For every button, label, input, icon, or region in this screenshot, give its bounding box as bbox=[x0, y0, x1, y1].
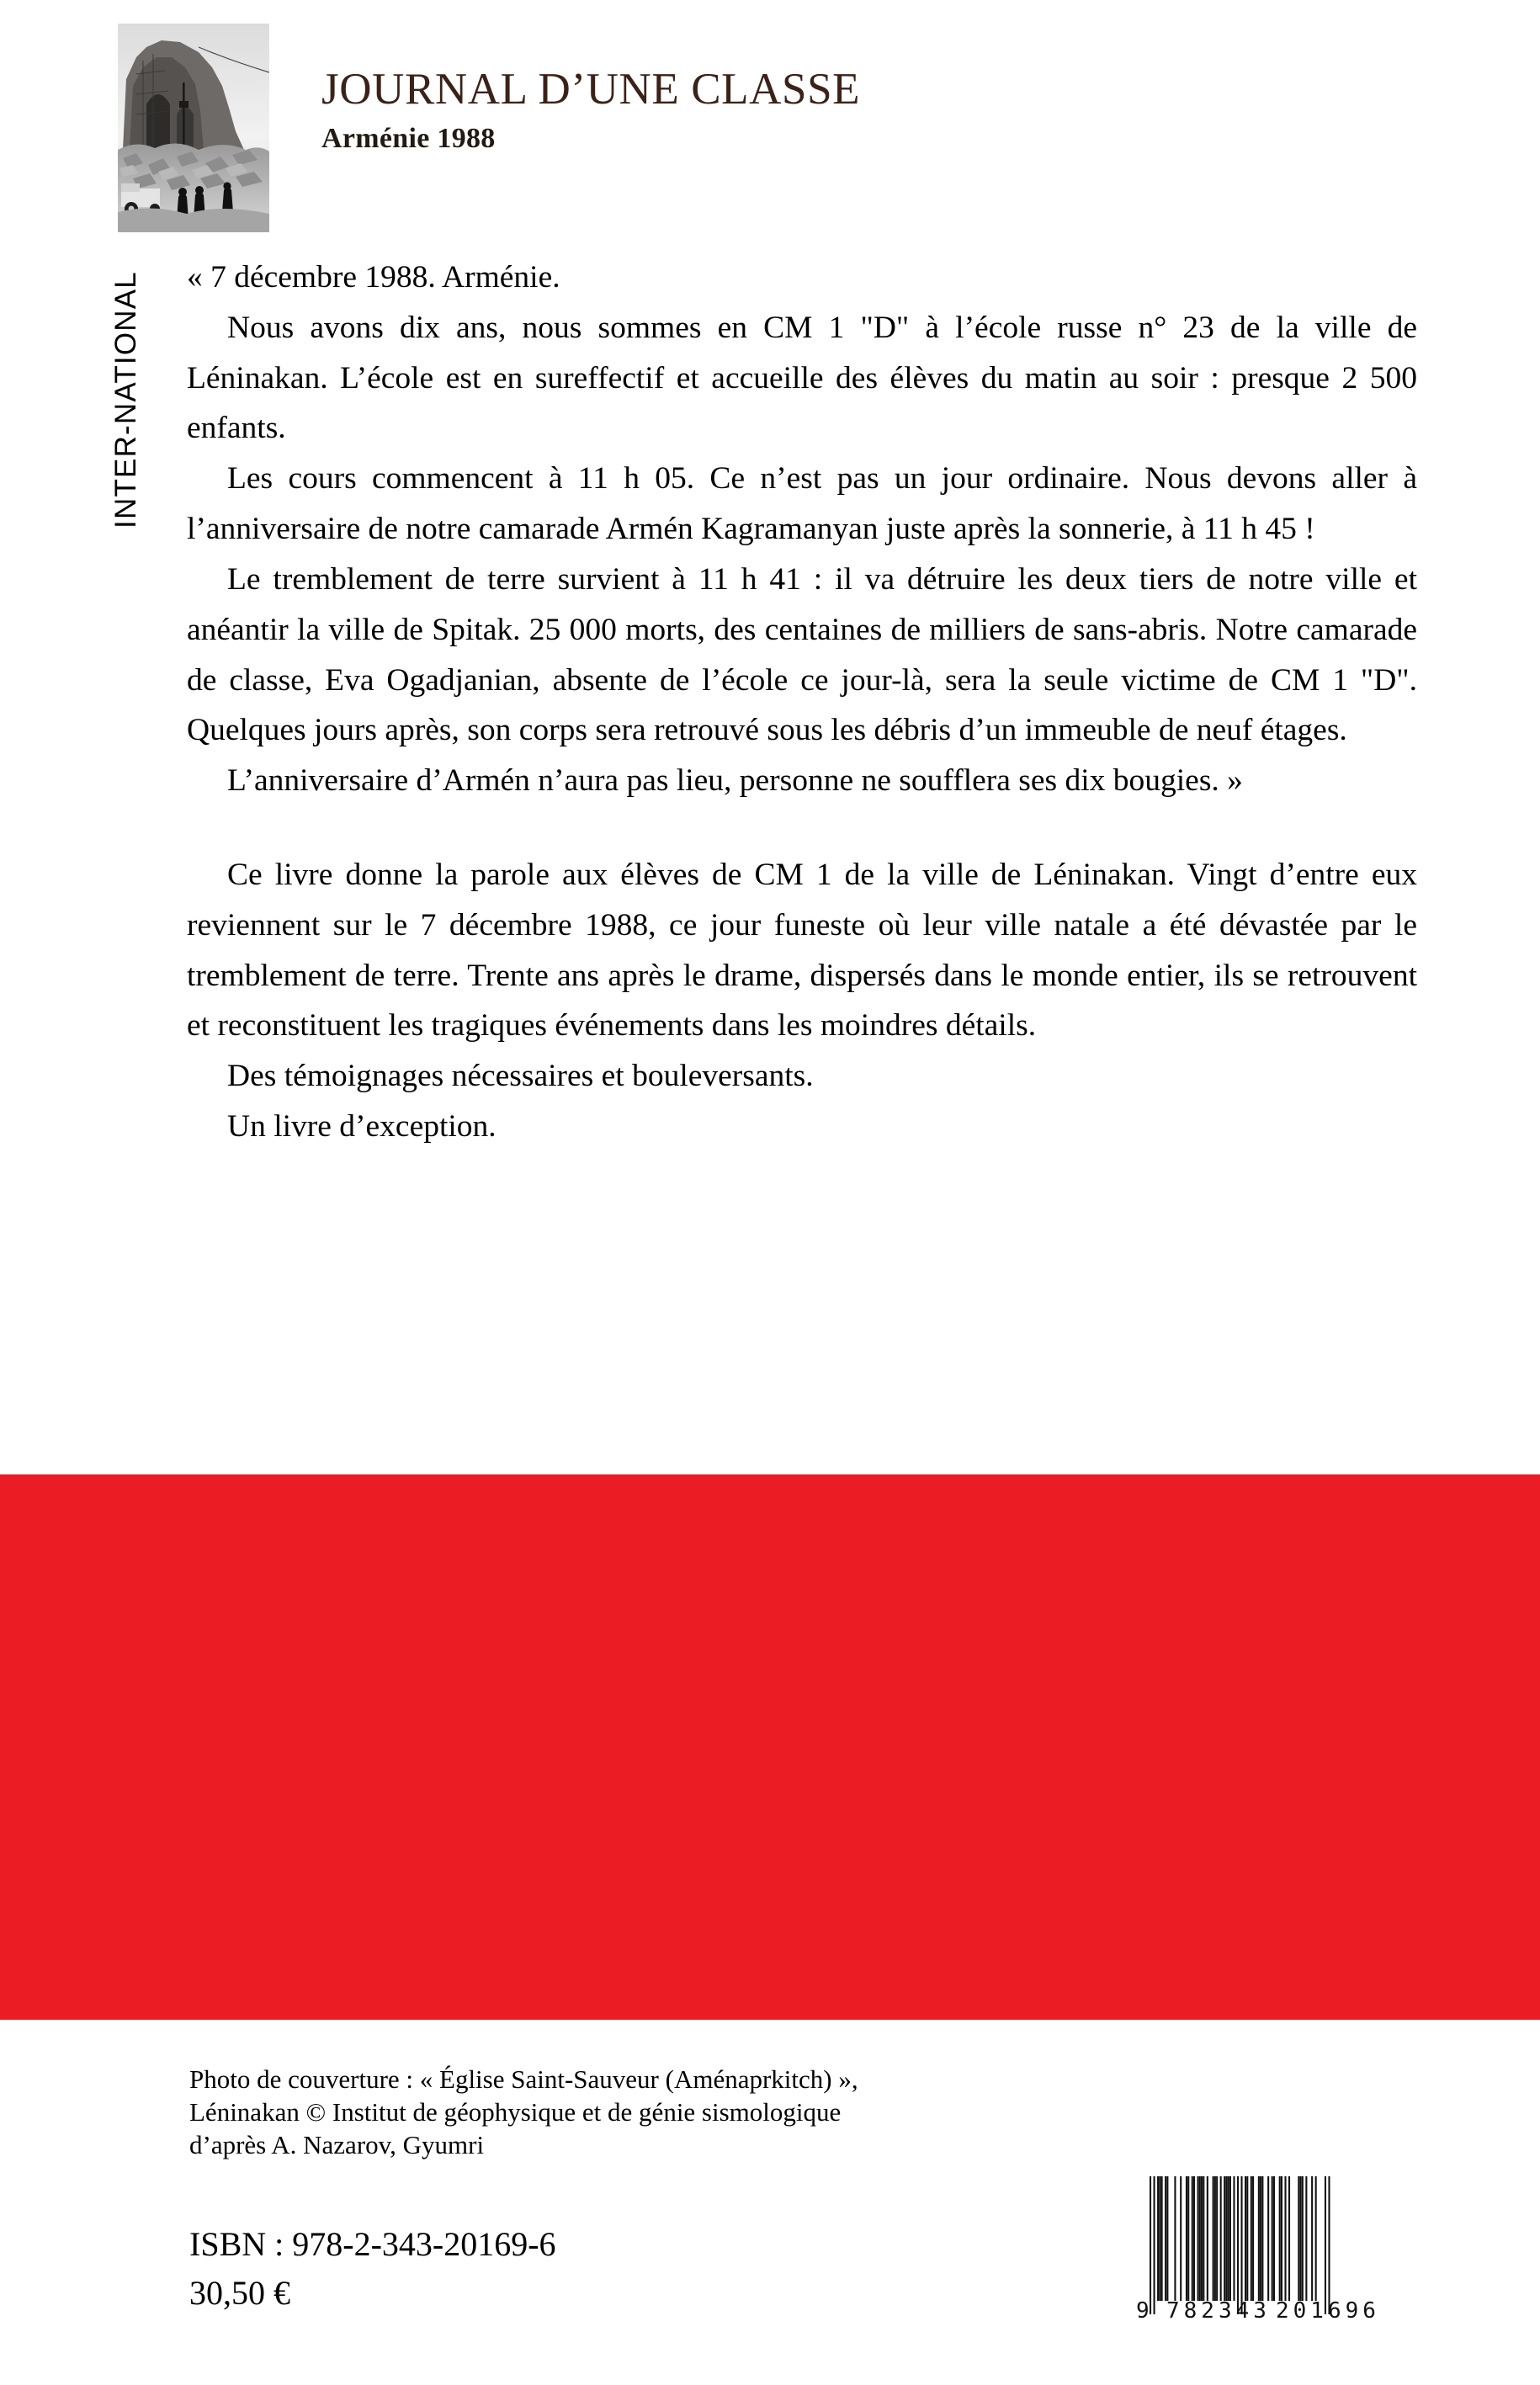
imprint-spine-label bbox=[99, 219, 153, 581]
blurb-paragraph: « 7 décembre 1988. Arménie. bbox=[187, 260, 560, 295]
photo-credit-line: Photo de couverture : « Église Saint-Sauveur (Aménaprkitch) », bbox=[189, 2064, 858, 2094]
photo-credit-line: d’après A. Nazarov, Gyumri bbox=[189, 2129, 485, 2159]
isbn-text: ISBN : 978-2-343-20169-6 bbox=[189, 2225, 556, 2263]
blurb-paragraph: Les cours commencent à 11 h 05. Ce n’est pas un jour ordinaire. Nous devons aller à l’anniversaire de notre camarade Armén Kagramanyan juste après la sonnerie, à 11 h 45 ! bbox=[187, 461, 1417, 547]
page-subtitle: Arménie 1988 bbox=[321, 123, 496, 155]
title-block bbox=[321, 66, 1415, 155]
barcode-digits-right: 201696 bbox=[1276, 2298, 1380, 2324]
barcode-digits-mid: 782343 bbox=[1166, 2298, 1271, 2324]
barcode-digit-left: 9 bbox=[1136, 2298, 1150, 2324]
imprint-name: INTER-NATIONAL bbox=[109, 271, 142, 529]
blurb-paragraph: Nous avons dix ans, nous sommes en CM 1 "D" à l’école russe n° 23 de la ville de Léninakan. L’école est en sureffectif et accueille des élèves du matin au soir : presque 2 500 enfants. bbox=[187, 310, 1417, 446]
photo-credit-line: Léninakan © Institut de géophysique et de génie sismologique bbox=[189, 2096, 842, 2127]
back-cover-blurb bbox=[187, 252, 1417, 1152]
blurb-spacer bbox=[187, 806, 1417, 850]
price-text: 30,50 € bbox=[189, 2274, 290, 2312]
page-title: JOURNAL D’UNE CLASSE bbox=[321, 65, 861, 114]
blurb-paragraph: Le tremblement de terre survient à 11 h 41 : il va détruire les deux tiers de notre ville et anéantir la ville de Spitak. 25 000 morts, des centaines de milliers de sans-abris. Notre camarade de classe, Eva Ogadjanian, absente de l’école ce jour-là, sera la seule victime de CM 1 "D". Quelques jours après, son corps sera retrouvé sous les débris d’un immeuble de neuf étages. bbox=[187, 561, 1417, 748]
blurb-paragraph: Ce livre donne la parole aux élèves de CM 1 de la ville de Léninakan. Vingt d’entre eux reviennent sur le 7 décembre 1988, ce jour funeste où leur ville natale a été dévastée par le tremblement de terre. Trente ans après le drame, dispersés dans le monde entier, ils se retrouvent et reconstituent les tragiques événements dans les moindres détails. bbox=[187, 857, 1417, 1044]
red-color-band bbox=[0, 1474, 1540, 2020]
ean13-barcode bbox=[1126, 2161, 1412, 2340]
ruined-church-photo bbox=[118, 24, 269, 232]
photo-credit bbox=[189, 2064, 1115, 2162]
blurb-paragraph: Un livre d’exception. bbox=[227, 1109, 497, 1144]
blurb-paragraph: L’anniversaire d’Armén n’aura pas lieu, personne ne soufflera ses dix bougies. » bbox=[227, 763, 1243, 799]
blurb-paragraph: Des témoignages nécessaires et bouleversants. bbox=[227, 1059, 814, 1094]
